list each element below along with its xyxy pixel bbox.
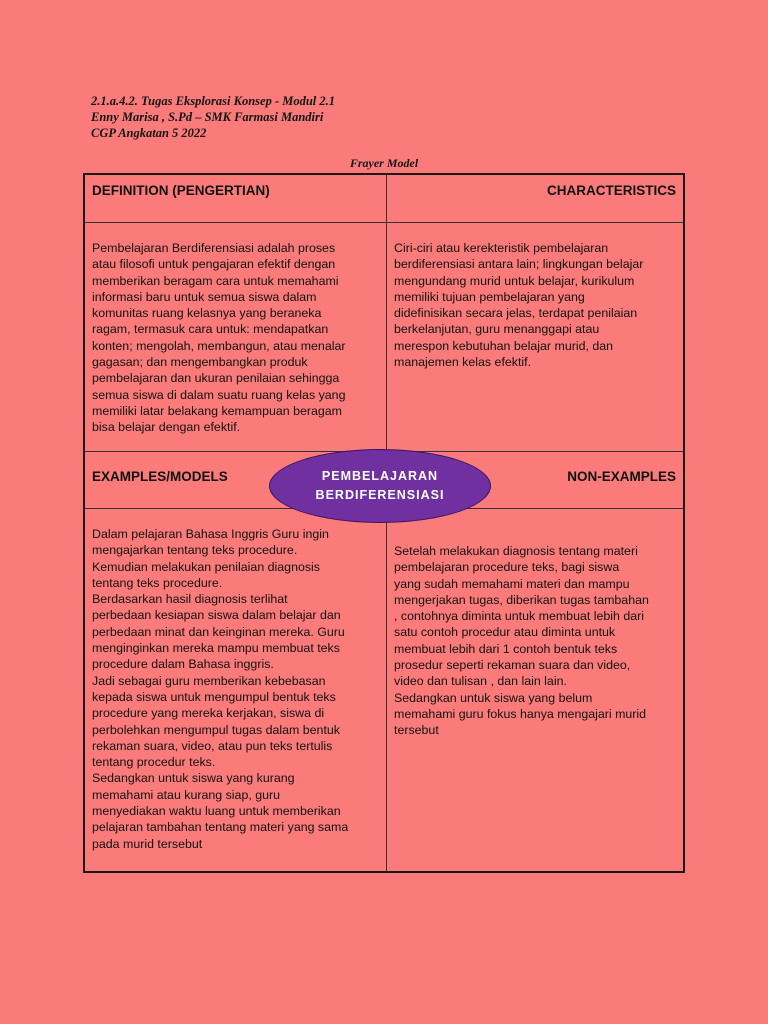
text-line: mengerjakan tugas, diberikan tugas tambahan — [394, 592, 649, 607]
text-line: yang sudah memahami materi dan mampu — [394, 576, 630, 591]
text-line: ragam, termasuk cara untuk: mendapatkan — [92, 322, 329, 337]
text-line: merespon kebutuhan belajar murid, dan — [394, 338, 614, 353]
text-line: komunitas ruang kelasnya yang beraneka — [92, 306, 322, 321]
text-line: mengajarkan tentang teks procedure. — [92, 543, 298, 558]
text-line: Pembelajaran Berdiferensiasi adalah proses — [92, 241, 336, 255]
text-line: memahami atau kurang siap, guru — [92, 787, 281, 802]
text-line: manajemen kelas efektif. — [394, 355, 532, 370]
center-concept-line1: PEMBELAJARAN — [321, 469, 439, 483]
text-line: memahami guru fokus hanya mengajari murid — [394, 706, 647, 721]
text-line: membuat lebih dari 1 contoh bentuk teks — [394, 641, 618, 656]
text-line: mengundang murid untuk belajar, kurikulum — [394, 273, 635, 288]
text-line: atau filosofi untuk pengajaran efektif dengan — [92, 257, 336, 272]
examples-label: EXAMPLES/MODELS — [92, 469, 228, 484]
frayer-model-title: Frayer Model — [349, 156, 419, 170]
non-examples-text — [394, 543, 682, 739]
text-line: tentang teks procedure. — [92, 575, 223, 590]
text-line: procedure yang mereka kerjakan, siswa di — [92, 706, 325, 721]
text-line: pelajaran tambahan tentang materi yang sama — [92, 820, 349, 835]
grid-divider-top — [85, 222, 683, 223]
text-line: konten; mengolah, membangun, atau menalar — [92, 338, 346, 353]
characteristics-text — [394, 240, 682, 370]
text-line: Jadi sebagai guru memberikan kebebasan — [92, 673, 326, 688]
center-concept-oval — [269, 449, 491, 523]
text-line: Kemudian melakukan penilaian diagnosis — [92, 559, 320, 574]
text-line: Sedangkan untuk siswa yang belum — [394, 690, 593, 705]
text-line: pembelajaran procedure teks, bagi siswa — [394, 560, 620, 575]
header-line-author: Enny Marisa , S.Pd – SMK Farmasi Mandiri — [91, 110, 324, 124]
center-concept-line2: BERDIFERENSIASI — [315, 488, 445, 502]
text-line: perbolehkan mengumpul tugas dalam bentuk — [92, 722, 340, 737]
text-line: memberikan beragam cara untuk memahami — [92, 273, 339, 288]
text-line: berdiferensiasi antara lain; lingkungan belajar — [394, 257, 644, 272]
text-line: perbedaan minat dan keinginan mereka. Guru — [92, 624, 345, 639]
document-header — [91, 93, 335, 141]
text-line: menginginkan mereka mampu membuat teks — [92, 641, 340, 656]
non-examples-label: NON-EXAMPLES — [567, 469, 676, 484]
header-line-assignment: 2.1.a.4.2. Tugas Eksplorasi Konsep - Modul 2.1 — [91, 94, 336, 108]
text-line: informasi baru untuk semua siswa dalam — [92, 289, 317, 304]
text-line: Berdasarkan hasil diagnosis terlihat — [92, 592, 288, 607]
examples-text — [92, 526, 382, 852]
grid-vertical-divider — [386, 175, 387, 871]
text-line: berkelanjutan, guru menanggapi atau — [394, 322, 600, 337]
text-line: tentang procedur teks. — [92, 755, 216, 770]
text-line: memiliki tujuan pembelajaran yang — [394, 289, 585, 304]
text-line: prosedur seperti rekaman suara dan video, — [394, 658, 631, 673]
text-line: Ciri-ciri atau kerekteristik pembelajaran — [394, 241, 609, 255]
text-line: tersebut — [394, 723, 439, 738]
characteristics-label: CHARACTERISTICS — [546, 183, 676, 198]
text-line: procedure dalam Bahasa inggris. — [92, 657, 274, 672]
text-line: Dalam pelajaran Bahasa Inggris Guru ingin — [92, 527, 329, 541]
text-line: satu contoh procedur atau diminta untuk — [394, 625, 616, 640]
text-line: rekaman suara, video, atau pun teks tertulis — [92, 738, 333, 753]
text-line: pembelajaran dan ukuran penilaian sehingga — [92, 371, 340, 386]
definition-text — [92, 240, 380, 436]
text-line: perbedaan kesiapan siswa dalam belajar dan — [92, 608, 341, 623]
text-line: bisa belajar dengan efektif. — [92, 420, 241, 435]
text-line: Sedangkan untuk siswa yang kurang — [92, 771, 295, 786]
header-line-cohort: CGP Angkatan 5 2022 — [91, 126, 207, 140]
text-line: menyediakan waktu luang untuk memberikan — [92, 804, 341, 819]
text-line: kepada siswa untuk mengumpul bentuk teks — [92, 689, 336, 704]
text-line: video dan tulisan , dan lain lain. — [394, 674, 567, 689]
frayer-model-grid — [83, 173, 685, 873]
text-line: gagasan; dan mengembangkan produk — [92, 355, 308, 370]
definition-label: DEFINITION (PENGERTIAN) — [92, 183, 270, 198]
text-line: didefinisikan secara jelas, terdapat penilaian — [394, 306, 638, 321]
text-line: memiliki latar belakang kemampuan beragam — [92, 403, 342, 418]
text-line: , contohnya diminta untuk membuat lebih dari — [394, 609, 645, 624]
text-line: semua siswa di dalam suatu ruang kelas yang — [92, 387, 346, 402]
text-line: pada murid tersebut — [92, 836, 203, 851]
text-line: Setelah melakukan diagnosis tentang materi — [394, 544, 638, 558]
